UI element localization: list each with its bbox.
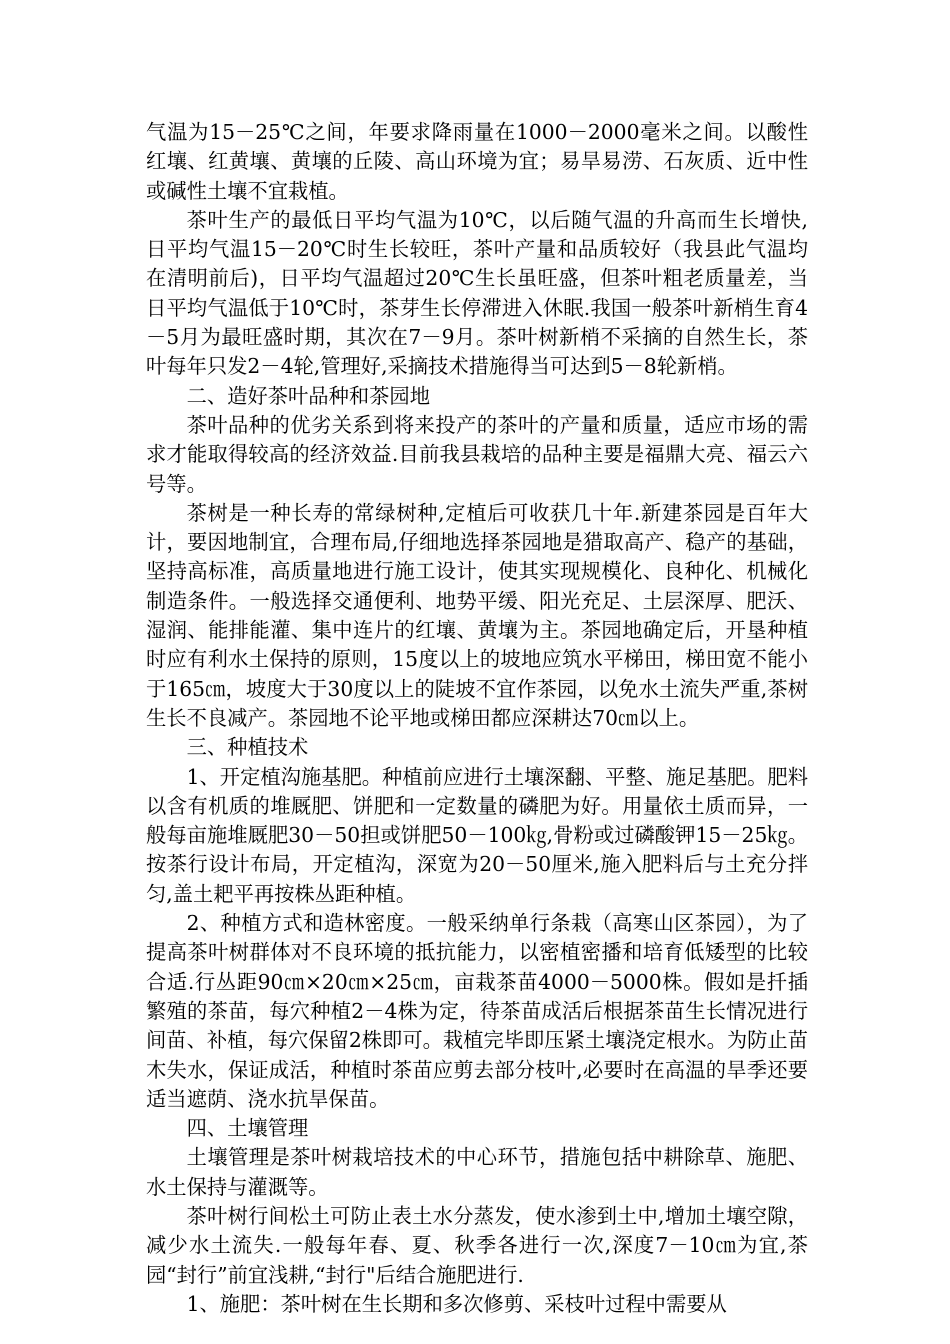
paragraph-climate-requirements: 气温为15－25℃之间，年要求降雨量在1000－2000毫米之间。以酸性红壤、红黄壤、黄壤的丘陵、高山环境为宜；易旱易涝、石灰质、近中性或碱性土壤不宜栽植。 (146, 120, 808, 203)
section-heading-planting-technique: 三、种植技术 (186, 735, 309, 760)
document-body (146, 118, 808, 1319)
paragraph-variety-quality: 茶叶品种的优劣关系到将来投产的茶叶的产量和质量，适应市场的需求才能取得较高的经济效益.目前我县栽培的品种主要是福鼎大亮、福云六号等。 (146, 412, 808, 496)
paragraph-soil-loosening: 茶叶树行间松土可防止表土水分蒸发，使水渗到土中,增加土壤空隙，减少水土流失.一般每年春、夏、秋季各进行一次,深度7－10㎝为宜,茶园“封行”前宜浅耕,“封行"后结合施肥进行. (146, 1203, 808, 1287)
paragraph-soil-management-intro: 土壤管理是茶叶树栽培技术的中心环节，措施包括中耕除草、施肥、水土保持与灌溉等。 (146, 1145, 808, 1199)
paragraph-temperature-growth: 茶叶生产的最低日平均气温为10℃，以后随气温的升高而生长增快,日平均气温15－20℃时生长较旺，茶叶产量和品质较好（我县此气温均在清明前后)，日平均气温超过20℃生长虽旺盛，但茶叶粗老质量差，当日平均气温低于10℃时，茶芽生长停滞进入休眠.我国一般茶叶新梢生育4－5月为最旺盛时期，其次在7－9月。茶叶树新梢不采摘的自然生长，茶叶每年只发2－4轮,管理好,采摘技术措施得当可达到5－8轮新梢。 (146, 207, 808, 379)
section-heading-soil-management: 四、土壤管理 (186, 1116, 309, 1141)
paragraph-planting-ditch-fertilizer: 1、开定植沟施基肥。种植前应进行土壤深翻、平整、施足基肥。肥料以含有机质的堆厩肥、饼肥和一定数量的磷肥为好。用量依土质而异，一般每亩施堆厩肥30－50担或饼肥50－100㎏,骨粉或过磷酸钾15－25㎏。按茶行设计布局，开定植沟，深宽为20－50厘米,施入肥料后与土充分拌匀,盖土耙平再按株丛距种植。 (146, 764, 808, 906)
paragraph-fertilization: 1、施肥：茶叶树在生长期和多次修剪、采枝叶过程中需要从 (186, 1291, 727, 1316)
section-heading-variety-and-garden: 二、造好茶叶品种和茶园地 (186, 383, 430, 408)
paragraph-planting-density: 2、种植方式和造林密度。一般采纳单行条栽（高寒山区茶园），为了提高茶叶树群体对不良环境的抵抗能力，以密植密播和培育低矮型的比较合适.行丛距90㎝×20㎝×25㎝，亩栽茶苗4000－5000株。假如是扦插繁殖的茶苗，每穴种植2－4株为定，待茶苗成活后根据茶苗生长情况进行间苗、补植，每穴保留2株即可。栽植完毕即压紧土壤浇定根水。为防止苗木失水，保证成活，种植时茶苗应剪去部分枝叶,必要时在高温的旱季还要适当遮荫、浇水抗旱保苗。 (146, 911, 808, 1111)
paragraph-garden-site-selection: 茶树是一种长寿的常绿树种,定植后可收获几十年.新建茶园是百年大计，要因地制宜，合理布局,仔细地选择茶园地是猎取高产、稳产的基础，坚持高标准，高质量地进行施工设计，使其实现规模化、良种化、机械化制造条件。一般选择交通便利、地势平缓、阳光充足、土层深厚、肥沃、湿润、能排能灌、集中连片的红壤、黄壤为主。茶园地确定后，开垦种植时应有利水土保持的原则，15度以上的坡地应筑水平梯田，梯田宽不能小于165㎝，坡度大于30度以上的陡坡不宜作茶园，以免水土流失严重,茶树生长不良减产。茶园地不论平地或梯田都应深耕达70㎝以上。 (146, 500, 808, 730)
